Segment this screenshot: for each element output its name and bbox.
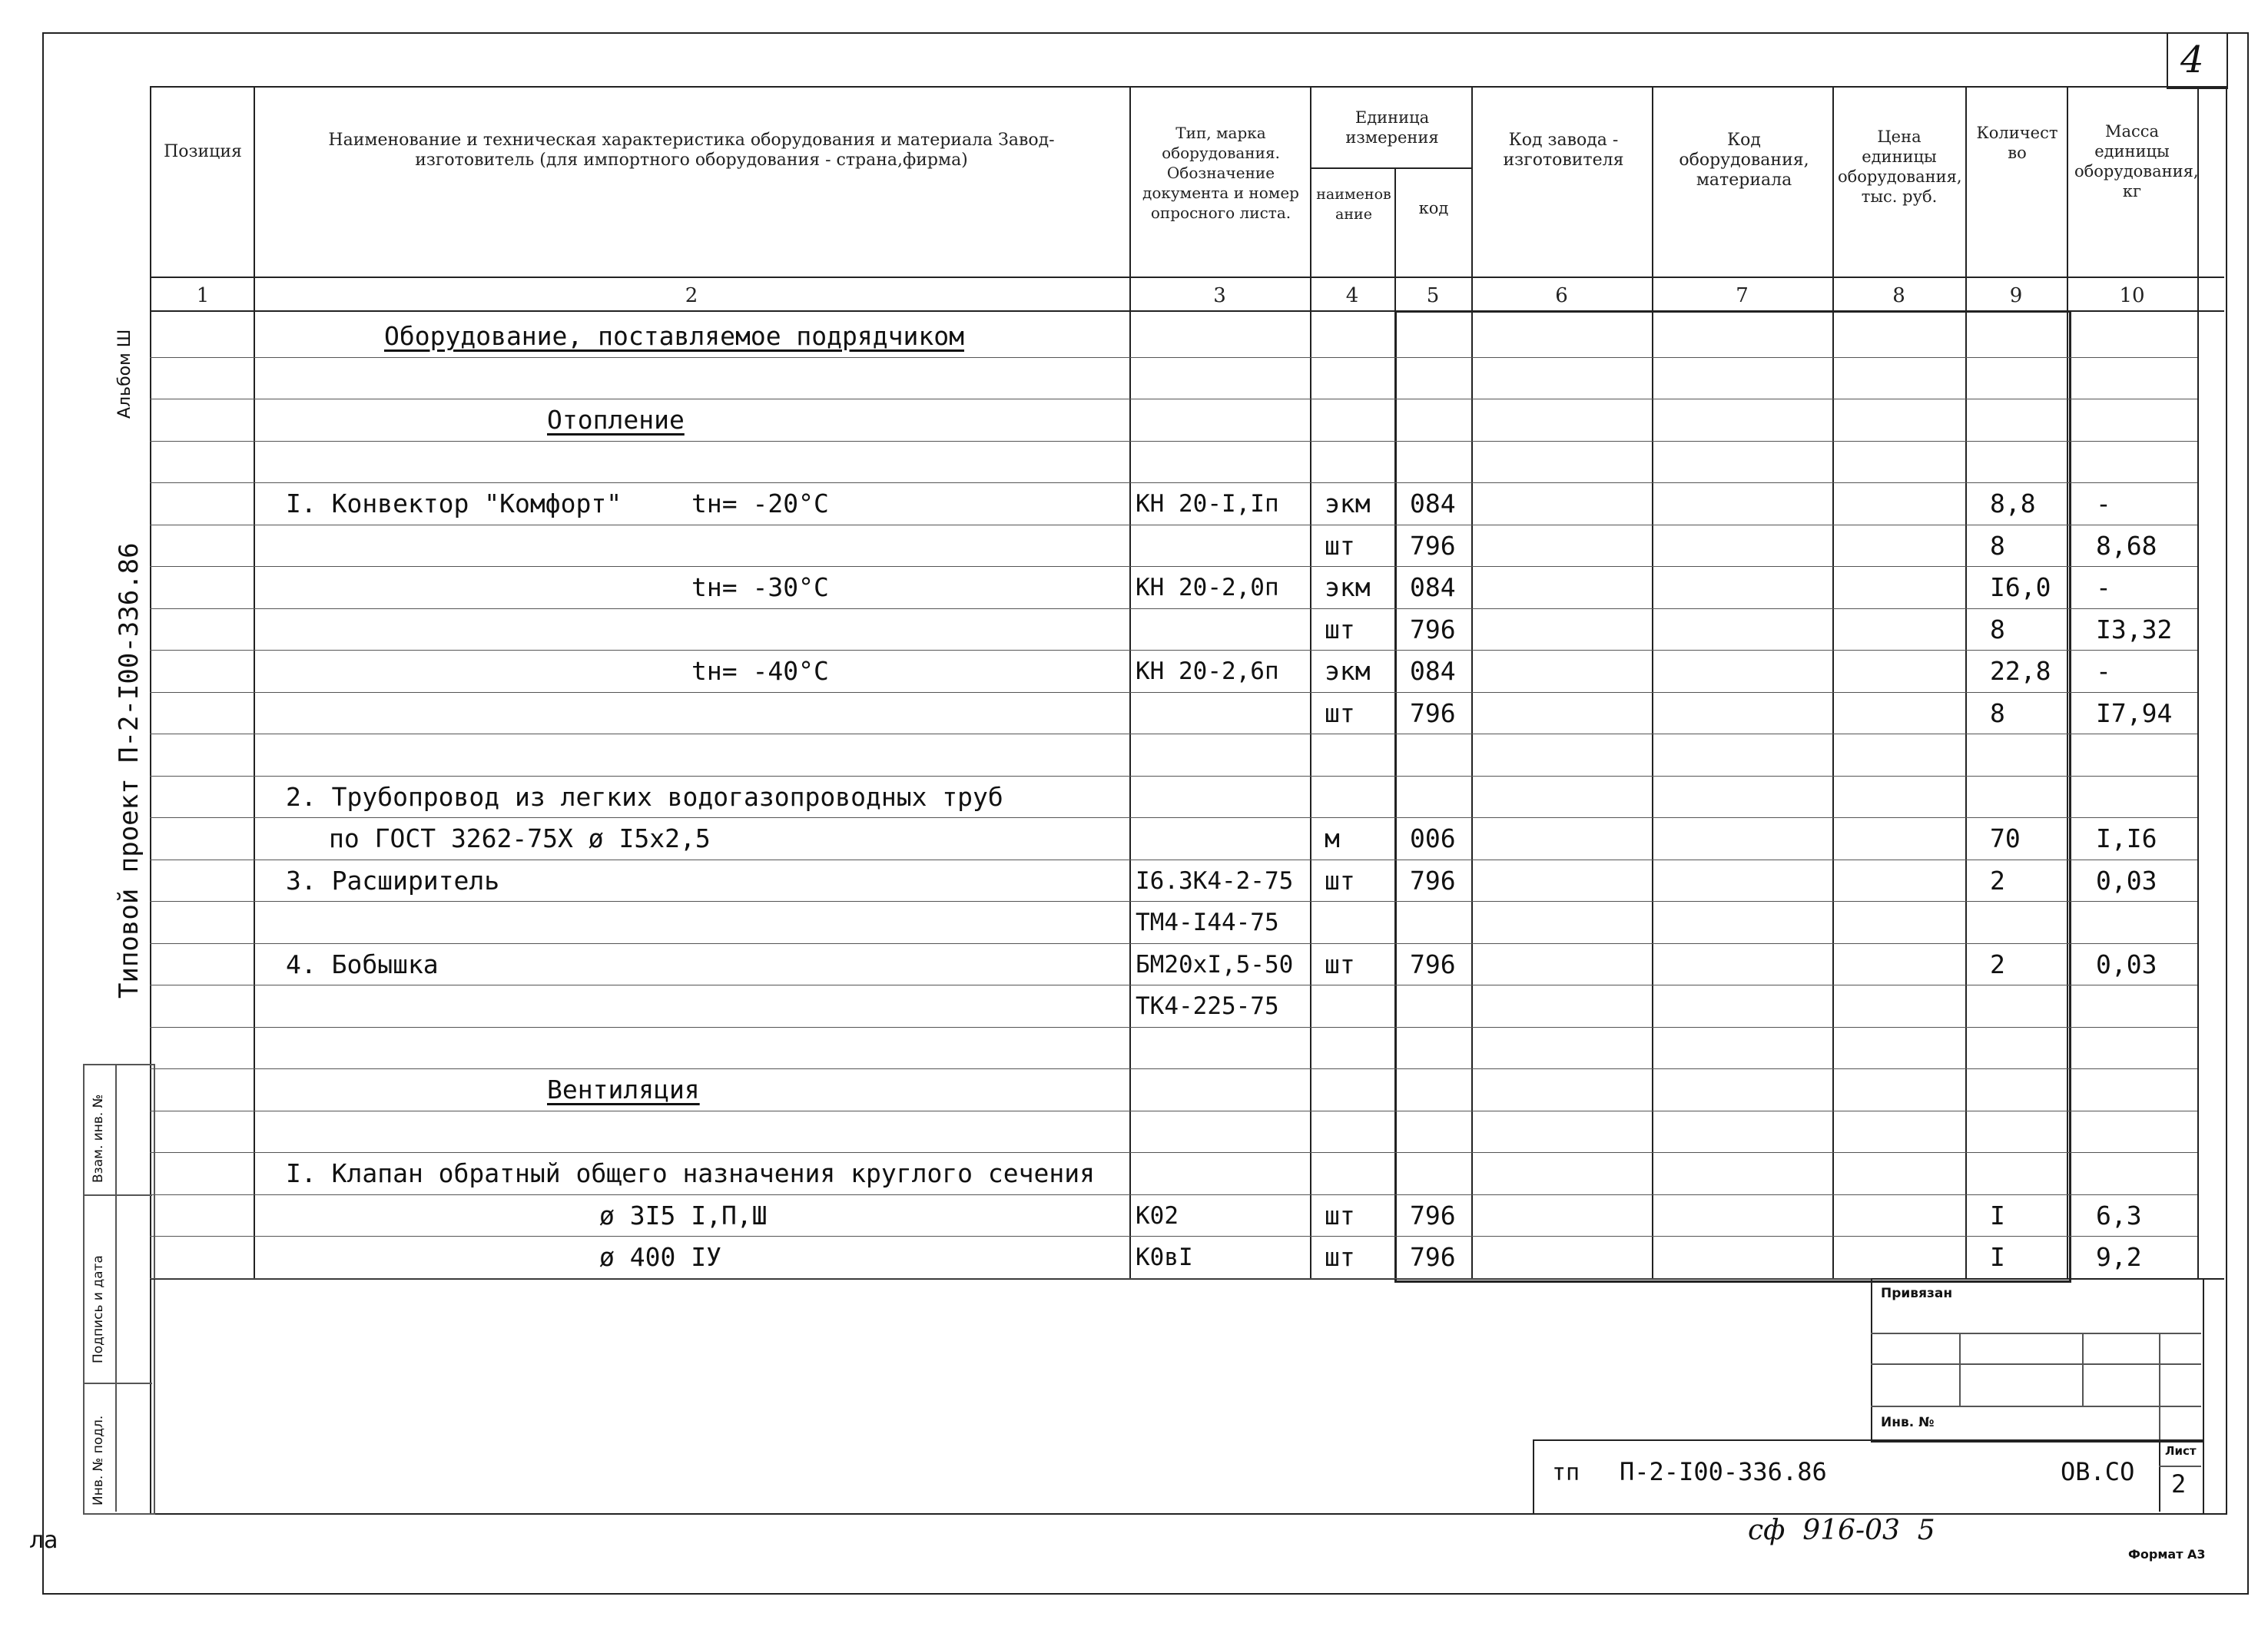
cell-temp: tн= -40°C <box>691 656 829 686</box>
corner-mark: ла <box>29 1527 58 1554</box>
colnum-7: 7 <box>1736 284 1749 307</box>
stamp-vline-2 <box>2082 1333 2084 1406</box>
stamp-line-3 <box>1871 1406 2201 1407</box>
cell-code: 084 <box>1410 572 1456 602</box>
colnum-2: 2 <box>685 284 698 307</box>
stamp-list-label: Лист <box>2165 1444 2197 1458</box>
cell-type: К0вI <box>1136 1244 1193 1271</box>
cell-code: 796 <box>1410 697 1456 728</box>
cell-mass: 9,2 <box>2096 1242 2142 1272</box>
cell-type: КН 20-2,0п <box>1136 574 1279 601</box>
cell-type: КН 20-I,Iп <box>1136 490 1279 518</box>
header-unit-group: Единица измерения <box>1345 108 1439 147</box>
cell-mass: 6,3 <box>2096 1200 2142 1231</box>
cell-name: Оборудование, поставляемое подрядчиком <box>384 321 964 351</box>
cell-qty: 22,8 <box>1990 656 2051 686</box>
cell-qty: 8 <box>1990 530 2005 561</box>
cell-unit: шт <box>1325 949 1355 979</box>
stamp-tp: тп <box>1552 1459 1580 1486</box>
row-line <box>150 692 2197 693</box>
cell-type: I6.3К4-2-75 <box>1136 866 1294 895</box>
cell-qty: 2 <box>1990 949 2005 979</box>
cell-temp: tн= -30°C <box>691 572 829 602</box>
cell-type: К02 <box>1136 1201 1179 1230</box>
cell-mass: I3,32 <box>2096 614 2173 644</box>
cell-code: 796 <box>1410 865 1456 896</box>
cell-name: 2. Трубопровод из легких водогазопроводных труб <box>286 781 1003 812</box>
header-position: Позиция <box>164 142 242 161</box>
stamp-vline-3 <box>2159 1333 2160 1439</box>
cell-qty: I <box>1990 1242 2005 1272</box>
stamp-line-2 <box>1871 1363 2201 1365</box>
cell-unit: шт <box>1325 1242 1355 1272</box>
cell-name: I. Клапан обратный общего назначения круглого сечения <box>286 1158 1095 1188</box>
cell-type: КН 20-2,6п <box>1136 658 1279 685</box>
header-mass: Масса единицы оборудования, кг <box>2074 122 2199 200</box>
cell-mass: 0,03 <box>2096 865 2157 896</box>
cell-unit: шт <box>1325 1200 1355 1231</box>
col-line-3 <box>1310 86 1311 1278</box>
cell-name: Вентиляция <box>547 1075 700 1105</box>
cell-type: ТК4-225-75 <box>1136 992 1279 1020</box>
row-line <box>150 608 2197 609</box>
cell-mass: I,I6 <box>2096 823 2157 853</box>
cell-type: БМ20хI,5-50 <box>1136 950 1294 979</box>
row-line <box>150 817 2197 818</box>
format-label: Формат А3 <box>2128 1547 2206 1562</box>
row-line <box>150 1152 2197 1153</box>
header-plant-code: Код завода - изготовителя <box>1503 131 1624 170</box>
row-line <box>150 776 2197 777</box>
cell-code: 006 <box>1410 823 1456 853</box>
stamp-doc: П-2-I00-336.86 <box>1620 1457 1827 1486</box>
row-line <box>150 901 2197 902</box>
cell-qty: 8 <box>1990 697 2005 728</box>
cell-code: 796 <box>1410 949 1456 979</box>
cell-unit: шт <box>1325 530 1355 561</box>
cell-type: ТМ4-I44-75 <box>1136 909 1279 936</box>
row-line <box>150 441 2197 442</box>
handwritten-note: сф 916-03 5 <box>1748 1515 1935 1546</box>
row-line <box>150 1236 2197 1237</box>
row-line <box>150 943 2197 944</box>
cell-unit: м <box>1325 823 1340 853</box>
row-line <box>150 357 2197 358</box>
row-line <box>150 650 2197 651</box>
header-type: Тип, марка оборудования. Обозначение документа и номер опросного листа. <box>1142 124 1299 222</box>
cell-qty: 8 <box>1990 614 2005 644</box>
header-qty: Количество <box>1976 124 2058 162</box>
cell-code: 796 <box>1410 1242 1456 1272</box>
cell-qty: 70 <box>1990 823 2021 853</box>
cell-name: ø 400 IУ <box>599 1242 721 1272</box>
row-line <box>150 566 2197 567</box>
cell-name: 3. Расширитель <box>286 865 500 896</box>
cell-unit: шт <box>1325 865 1355 896</box>
title-block-divider <box>2159 1439 2160 1512</box>
cell-qty: I6,0 <box>1990 572 2051 602</box>
col-line-10 <box>2197 86 2199 1278</box>
side-stamp-text-3: Инв. № подл. <box>91 1415 106 1505</box>
cell-temp: tн= -20°C <box>691 489 829 518</box>
cell-code: 796 <box>1410 614 1456 644</box>
cell-code: 796 <box>1410 1200 1456 1231</box>
cell-code: 084 <box>1410 489 1456 518</box>
stamp-inv: Инв. № <box>1881 1415 1935 1430</box>
cell-qty: 8,8 <box>1990 489 2036 518</box>
cell-qty: 2 <box>1990 865 2005 896</box>
row-line <box>150 1194 2197 1195</box>
cell-unit: экм <box>1325 572 1371 602</box>
stamp-list: 2 <box>2171 1469 2187 1499</box>
unit-subheader-line <box>1310 167 1471 169</box>
row-line <box>150 1068 2197 1069</box>
cell-name: по ГОСТ 3262-75X ø I5х2,5 <box>329 823 711 853</box>
cell-mass: - <box>2096 489 2111 518</box>
cell-name: 4. Бобышка <box>286 949 439 979</box>
cell-code: 796 <box>1410 530 1456 561</box>
header-price: Цена единицы оборудования, тыс. руб. <box>1838 128 1962 206</box>
cell-mass: - <box>2096 656 2111 686</box>
stamp-line-1 <box>1871 1333 2201 1334</box>
row-line <box>150 1027 2197 1028</box>
cell-unit: шт <box>1325 614 1355 644</box>
colnum-9: 9 <box>2009 284 2023 307</box>
header-equip-code: Код оборудования, материала <box>1679 131 1809 190</box>
row-line <box>150 482 2197 483</box>
stamp-vline-1 <box>1959 1333 1961 1406</box>
side-stamp-text-2: Подпись и дата <box>91 1255 106 1363</box>
header-bottom-line <box>150 277 2224 278</box>
colnum-4: 4 <box>1345 284 1359 307</box>
colnum-5: 5 <box>1426 284 1440 307</box>
side-title: Типовой проект П-2-I00-336.86 <box>114 542 144 999</box>
header-name: Наименование и техническая характеристика оборудования и материала Завод-изготовитель (для импортного оборудования - страна,фирма) <box>328 131 1055 170</box>
colnum-8: 8 <box>1892 284 1905 307</box>
header-unit-name: наименование <box>1316 186 1391 223</box>
cell-unit: экм <box>1325 656 1371 686</box>
cell-mass: - <box>2096 572 2111 602</box>
colnum-1: 1 <box>196 284 210 307</box>
cell-mass: 0,03 <box>2096 949 2157 979</box>
title-block-list-line <box>2159 1466 2201 1467</box>
cell-code: 084 <box>1410 656 1456 686</box>
colnum-6: 6 <box>1555 284 1568 307</box>
cell-unit: экм <box>1325 489 1371 518</box>
sheet-number: 4 <box>2180 38 2204 81</box>
stamp-privyazan: Привязан <box>1881 1286 1953 1301</box>
cell-name: Отопление <box>547 405 685 435</box>
colnum-10: 10 <box>2119 284 2145 307</box>
stamp-code: ОВ.СО <box>2061 1457 2135 1486</box>
side-stamp-text-1: Взам. инв. № <box>91 1094 106 1183</box>
colnum-3: 3 <box>1213 284 1226 307</box>
side-album: Альбом Ш <box>115 329 134 419</box>
cell-name: ø 3I5 I,П,Ш <box>599 1200 768 1231</box>
cell-unit: шт <box>1325 697 1355 728</box>
cell-qty: I <box>1990 1200 2005 1231</box>
bold-block <box>1394 310 2071 1283</box>
header-unit-code: код <box>1418 199 1449 217</box>
cell-mass: I7,94 <box>2096 697 2173 728</box>
cell-name: I. Конвектор "Комфорт" <box>286 489 622 518</box>
cell-mass: 8,68 <box>2096 530 2157 561</box>
col-line-1 <box>254 86 255 1278</box>
col-line-2 <box>1129 86 1131 1278</box>
